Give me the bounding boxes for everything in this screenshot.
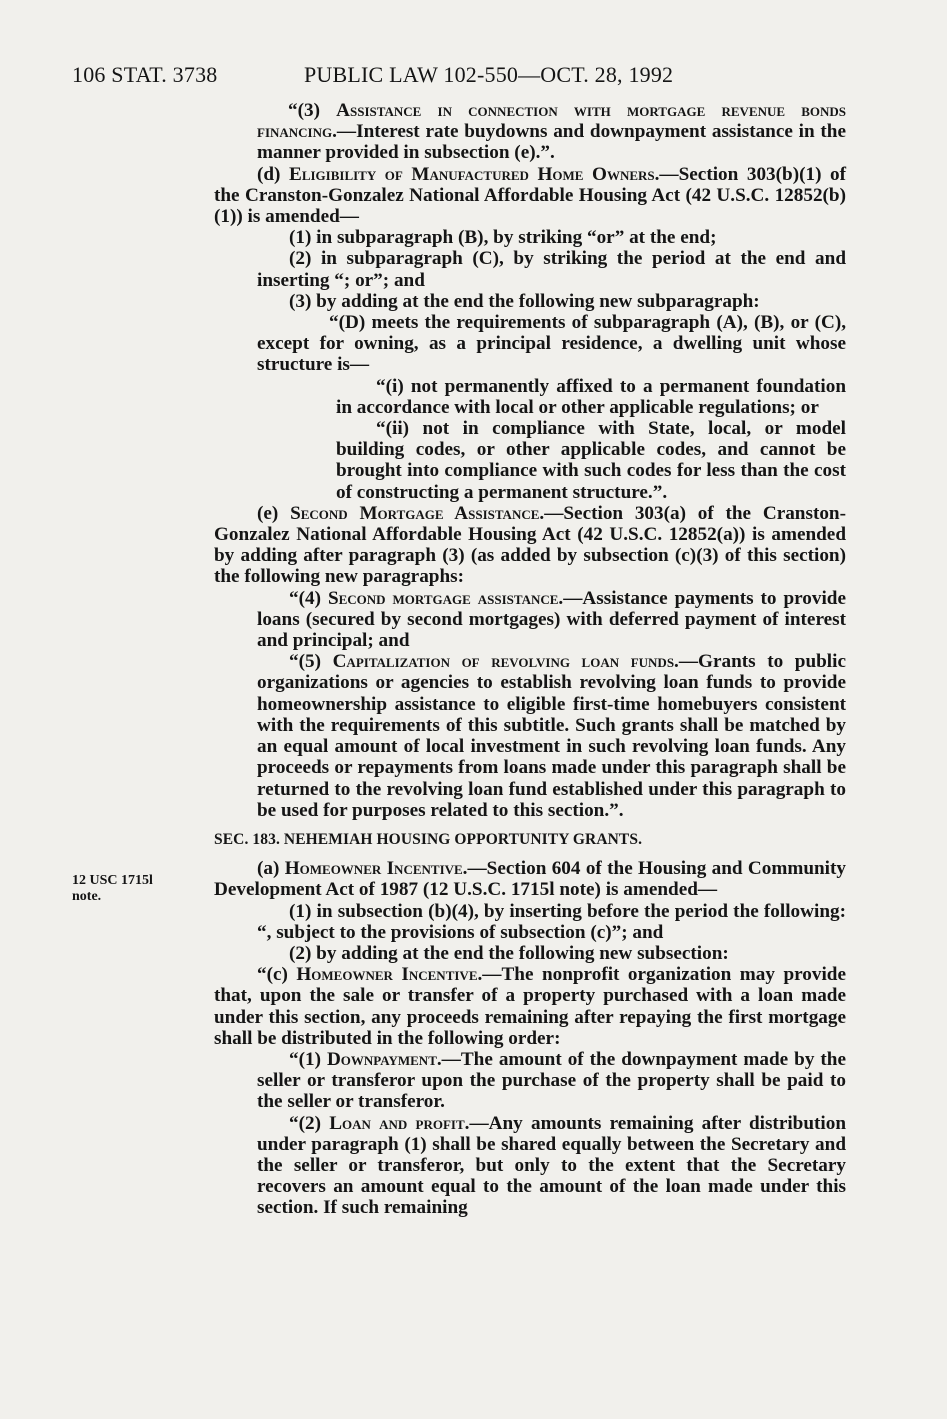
margin-note [72,873,192,905]
subparagraph-d-text: “(D) meets the requirements of subparagraph (A), (B), or (C), except for owning, as a principal residence, a dwelling unit whose structure is— [257,312,846,376]
paragraph-1-downpayment: “(1) Downpayment.—The amount of the downpayment made by the seller or transferor upon the purchase of the property shall be paid to the seller or transferor. [257,1048,846,1113]
section-heading: SEC. 183. NEHEMIAH HOUSING OPPORTUNITY GRANTS. [214,830,643,848]
margin-note-label: note. [72,889,102,904]
paragraph-5-revolving-loan-funds: “(5) Capitalization of revolving loan funds.—Grants to public organizations or agencies to establish revolving loan funds to provide homeownership assistance to eligible first-time homebuyers consistent with the requirements of this subtitle. Such grants shall be matched by an equal amount of local investment in such revolving loan funds. Any proceeds or repayments from loans made under this paragraph shall be returned to the revolving loan fund established under this paragraph to be used for purposes related to this section.”. [257,651,846,821]
clause-2-subparagraph-c: (2) in subparagraph (C), by striking the period at the end and inserting “; or”; and [257,248,846,291]
clause-1-subsection-b4: (1) in subsection (b)(4), by inserting before the period the following: “, subject to the provisions of subsection (c)”; and [257,900,846,943]
subsection-a-homeowner-incentive: (a) Homeowner Incentive.—Section 604 of the Housing and Community Development Act of 1987 (12 U.S.C. 1715l note) is amended— [214,858,846,901]
statute-page-number: 106 STAT. 3738 [72,62,218,87]
subsection-d-manufactured-home-owners: (d) Eligibility of Manufactured Home Owners.—Section 303(b)(1) of the Cranston-Gonzalez National Affordable Housing Act (42 U.S.C. 12852(b)(1)) is amended— [214,163,846,228]
paragraph-2-loan-and-profit: “(2) Loan and profit.—Any amounts remaining after distribution under paragraph (1) shall be shared equally between the Secretary and the seller or transferor, but only to the extent that the Secretary recovers an amount equal to the amount of the loan made under this section. If such remaining [257,1112,846,1219]
clause-1-subparagraph-b: (1) in subparagraph (B), by striking “or” at the end; [289,227,717,249]
subsection-e-second-mortgage: (e) Second Mortgage Assistance.—Section 303(a) of the Cranston-Gonzalez National Affordable Housing Act (42 U.S.C. 12852(a)) is amended by adding after paragraph (3) (as added by subsection (c)(3) of this section) the following new paragraphs: [214,502,846,588]
subsection-c-homeowner-incentive: “(c) Homeowner Incentive.—The nonprofit organization may provide that, upon the sale or transfer of a property purchased with a loan made under this section, any proceeds remaining after repaying the first mortgage shall be distributed in the following order: [214,964,846,1049]
public-law-citation: PUBLIC LAW 102-550—OCT. 28, 1992 [304,62,674,87]
paragraph-3-mortgage-revenue-bonds: “(3) Assistance in connection with mortgage revenue bonds financing.—Interest rate buydowns and downpayment assistance in the manner provided in subsection (e).”. [257,100,846,164]
body-text [214,100,846,1219]
margin-note-citation: 12 USC 1715l [72,873,153,888]
clause-3-new-subparagraph: (3) by adding at the end the following new subparagraph: [289,290,760,312]
clause-2-new-subsection: (2) by adding at the end the following new subsection: [289,942,729,964]
item-i-not-affixed: “(i) not permanently affixed to a permanent foundation in accordance with local or other applicable regulations; or [336,375,846,418]
item-ii-not-compliant: “(ii) not in compliance with State, local, or model building codes, or other applicable codes, and cannot be brought into compliance with such codes for less than the cost of constructing a permanent structure.”. [336,418,846,503]
paragraph-4-second-mortgage-assistance: “(4) Second mortgage assistance.—Assistance payments to provide loans (secured by second mortgages) with deferred payment of interest and principal; and [257,587,846,652]
